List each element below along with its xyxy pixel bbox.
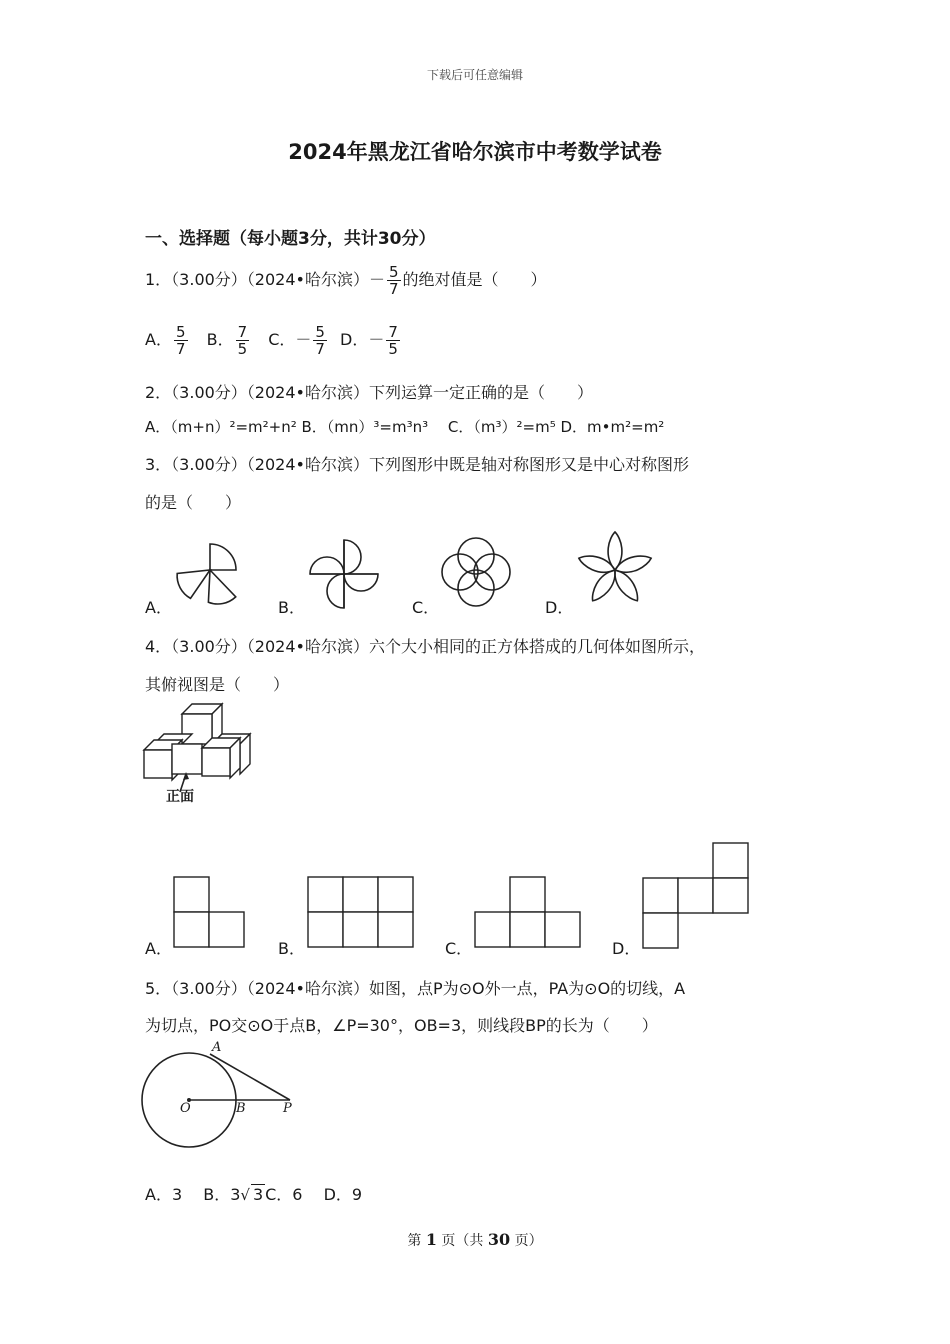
q3-figure-a-pinwheel-three-leaf[interactable] bbox=[170, 540, 250, 610]
q4-option-d-label[interactable]: D． bbox=[612, 939, 641, 958]
q4-option-b-grid[interactable] bbox=[307, 876, 415, 948]
q5-label-o: O bbox=[180, 1101, 191, 1116]
question-5-stem-line2: 为切点，PO交⊙O于点B，∠P=30°，OB=3，则线段BP的长为（ ） bbox=[145, 1016, 658, 1035]
q4-cube-solid-figure bbox=[140, 700, 260, 810]
q1-option-b[interactable]: B． $\frac{7}{5}$ bbox=[206, 323, 248, 358]
total-pages: 30 bbox=[487, 1230, 511, 1249]
q1-option-d[interactable]: D．－ $\frac{7}{5}$ bbox=[340, 323, 398, 358]
q3-figure-b-windmill[interactable] bbox=[308, 538, 380, 610]
question-5-options: A．3 B．3√ 3 C．6 D．9 bbox=[145, 1185, 363, 1204]
q1-prefix: 1．（3.00分）（2024•哈尔滨）－ bbox=[145, 270, 385, 289]
q1-suffix: 的绝对值是（ ） bbox=[402, 270, 547, 289]
q5-option-a-b[interactable]: A．3 B．3 bbox=[145, 1185, 241, 1204]
q3-option-c-label[interactable]: C． bbox=[412, 598, 440, 617]
q4-option-a-label[interactable]: A． bbox=[145, 939, 172, 958]
q4-option-d-grid[interactable] bbox=[642, 842, 750, 950]
question-4-stem-line2: 其俯视图是（ ） bbox=[145, 675, 290, 694]
q3-option-d-label[interactable]: D． bbox=[545, 598, 574, 617]
current-page: 1 bbox=[425, 1230, 437, 1249]
question-2-stem: 2．（3.00分）（2024•哈尔滨）下列运算一定正确的是（ ） bbox=[145, 383, 593, 402]
question-1-stem bbox=[145, 264, 547, 297]
section-heading: 一、选择题（每小题3分，共计30分） bbox=[145, 229, 436, 249]
q1-option-a[interactable]: A． $\frac{5}{7}$ bbox=[145, 323, 186, 358]
page-title: 2024年黑龙江省哈尔滨市中考数学试卷 bbox=[288, 140, 662, 164]
q5-option-c-d[interactable]: C．6 D．9 bbox=[265, 1185, 363, 1204]
q3-figure-d-five-petal-flower[interactable] bbox=[572, 528, 658, 608]
question-1-options bbox=[145, 324, 402, 357]
question-5-stem-line1: 5．（3.00分）（2024•哈尔滨）如图，点P为⊙O外一点，PA为⊙O的切线，A bbox=[145, 979, 686, 998]
page-footer: 第 1 页（共 30 页） bbox=[407, 1230, 543, 1249]
question-3-stem-line1: 3．（3.00分）（2024•哈尔滨）下列图形中既是轴对称图形又是中心对称图形 bbox=[145, 455, 689, 474]
q4-option-c-grid[interactable] bbox=[474, 876, 582, 948]
q4-option-a-grid[interactable] bbox=[173, 876, 245, 948]
q4-option-c-label[interactable]: C． bbox=[445, 939, 473, 958]
question-4-stem-line1: 4．（3.00分）（2024•哈尔滨）六个大小相同的正方体搭成的几何体如图所示， bbox=[145, 637, 705, 656]
q5-label-p: P bbox=[283, 1101, 292, 1116]
q1-option-c[interactable]: C．－ $\frac{5}{7}$ bbox=[268, 323, 325, 358]
q5-label-a: A bbox=[212, 1040, 222, 1055]
q4-front-label: 正面 bbox=[166, 789, 194, 805]
q3-option-a-label[interactable]: A． bbox=[145, 598, 172, 617]
question-2-options: A．（m+n）²=m²+n² B．（mn）³=m³n³ C．（m³）²=m⁵ D．m•m²=m² bbox=[145, 418, 665, 436]
question-3-stem-line2: 的是（ ） bbox=[145, 493, 242, 512]
q4-option-b-label[interactable]: B． bbox=[278, 939, 305, 958]
header-note: 下载后可任意编辑 bbox=[426, 68, 523, 82]
q3-figure-c-four-circles[interactable] bbox=[438, 536, 514, 608]
q5-label-b: B bbox=[236, 1101, 246, 1116]
q1-fraction: $\frac{5}{7}$ bbox=[388, 263, 399, 298]
q5-sqrt: 3 bbox=[252, 1185, 264, 1204]
q5-circle-tangent-figure bbox=[140, 1042, 310, 1154]
q3-option-b-label[interactable]: B． bbox=[278, 598, 305, 617]
